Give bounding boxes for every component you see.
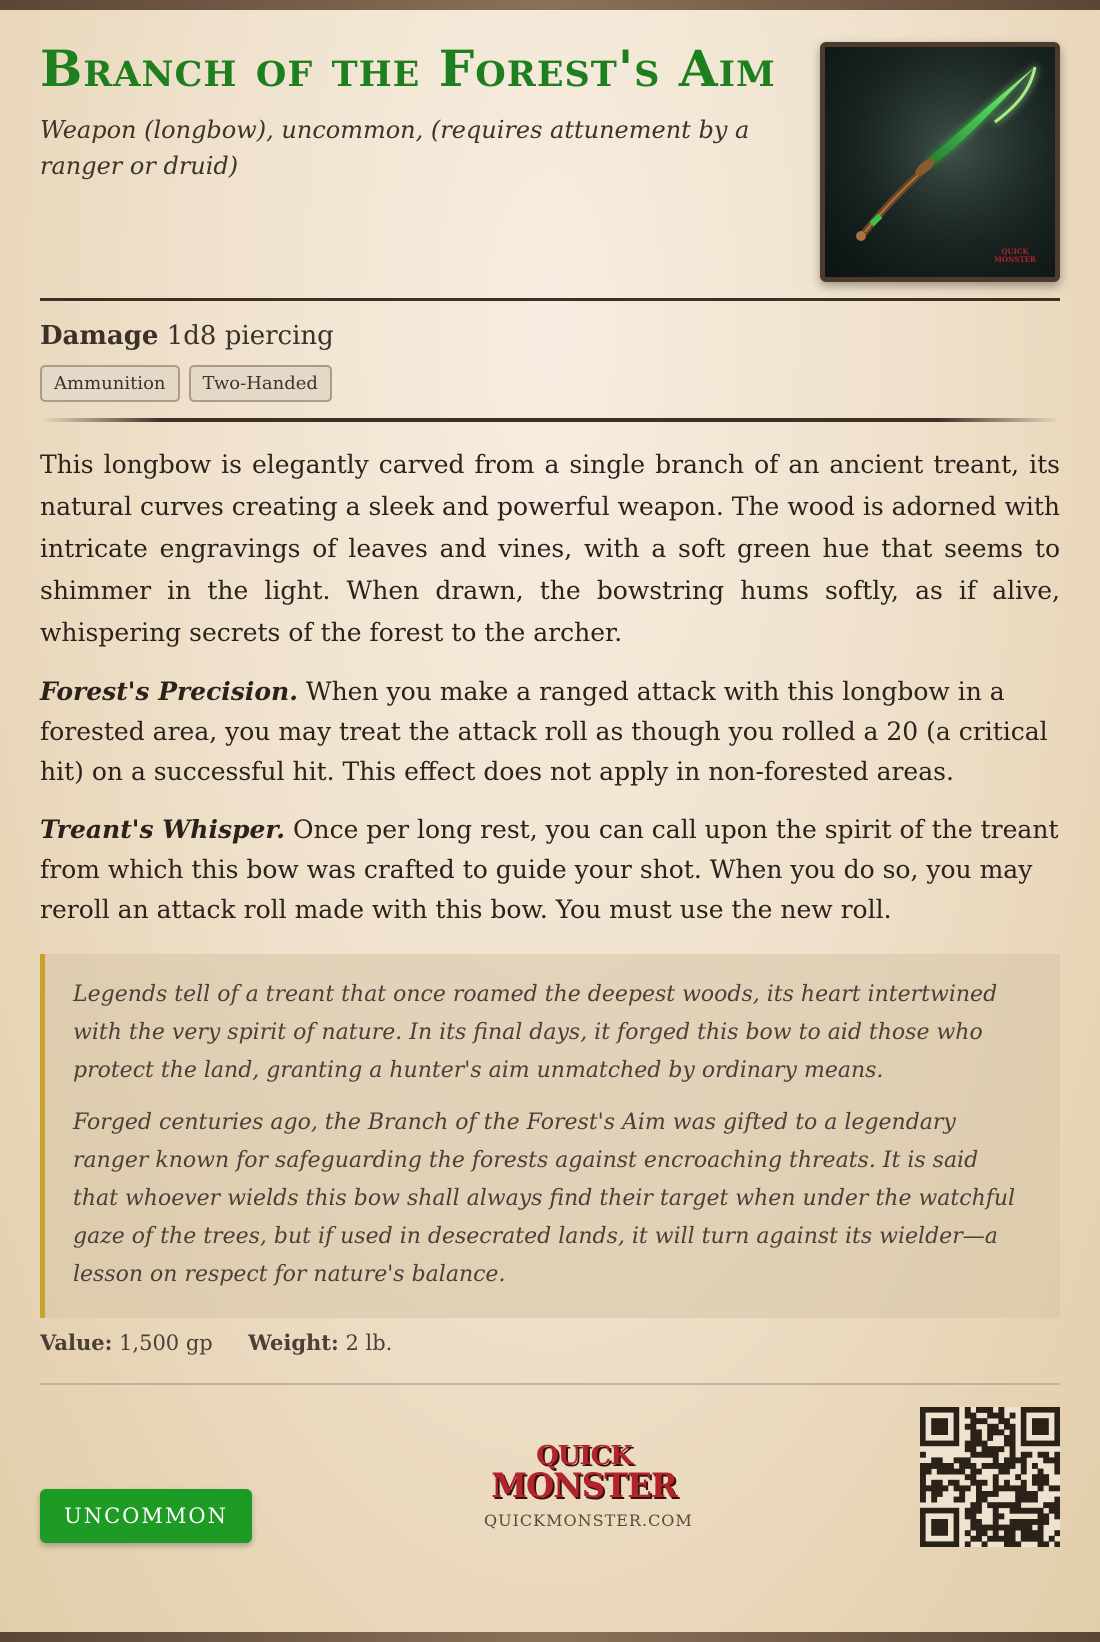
property-tag-two-handed: Two-Handed	[189, 365, 332, 402]
ability-text: Once per long rest, you can call upon the spirit of the treant from which this bow was crafted to guide your shot. When you do so, you may reroll an attack roll made with this bow. You must use the new roll.	[40, 815, 1059, 924]
item-subtitle: Weapon (longbow), uncommon, (requires attunement by a ranger or druid)	[40, 116, 750, 180]
property-tag-ammunition: Ammunition	[40, 365, 180, 402]
card-footer	[40, 1385, 1060, 1565]
ability-text: When you make a ranged attack with this longbow in a forested area, you may treat the attack roll as though you rolled a 20 (a critical hit) on a successful hit. This effect does not apply in non-forested areas.	[40, 677, 1048, 786]
site-link[interactable]: QUICKMONSTER.COM	[484, 1511, 693, 1530]
item-description: This longbow is elegantly carved from a single branch of an ancient treant, its natural curves creating a sleek and powerful weapon. The wood is adorned with intricate engravings of leaves and vines, with a soft green hue that seems to shimmer in the light. When drawn, the bowstring hums softly, as if alive, whispering secrets of the forest to the archer.	[40, 450, 1060, 647]
item-card	[40, 40, 1060, 1565]
lore-paragraph: Legends tell of a treant that once roamed the deepest woods, its heart intertwined with the very spirit of nature. In its final days, it forged this bow to aid those who protect the land, granting a hunter's aim unmatched by ordinary means.	[73, 982, 998, 1083]
art-watermark-line1: QUICK	[1001, 247, 1029, 256]
stats-divider	[40, 418, 1060, 422]
item-meta: Value: 1,500 gp Weight: 2 lb.	[40, 1330, 393, 1355]
top-border	[0, 0, 1100, 10]
card-header	[40, 40, 1060, 292]
art-watermark-line2: MONSTER	[994, 255, 1036, 264]
quickmonster-logo[interactable]	[484, 1441, 693, 1530]
item-name: Branch of the Forest's Aim	[40, 39, 776, 98]
bottom-border	[0, 1632, 1100, 1642]
logo-line2: MONSTER	[491, 1466, 677, 1506]
qr-code-icon[interactable]	[920, 1407, 1060, 1547]
damage-line	[40, 321, 1060, 351]
qr-code-graphic	[920, 1407, 1060, 1547]
damage-label: Damage	[40, 321, 159, 351]
ability-forests-precision	[40, 672, 1060, 792]
item-artwork	[820, 42, 1060, 282]
ability-name: Treant's Whisper.	[40, 815, 286, 844]
header-divider	[40, 298, 1060, 301]
weight-label: Weight	[248, 1330, 331, 1355]
lore-paragraph: Forged centuries ago, the Branch of the Forest's Aim was gifted to a legendary ranger known for safeguarding the forests against encroaching threats. It is said that whoever wields this bow shall always find their target when under the watchful gaze of the trees, but if used in desecrated lands, it will turn against its wielder—a lesson on respect for nature's balance.	[73, 1110, 1016, 1287]
damage-value: 1d8 piercing	[166, 321, 334, 351]
weight-amount: 2 lb.	[345, 1331, 393, 1355]
logo-line1: QUICK	[536, 1441, 632, 1471]
lore-blockquote	[40, 954, 1060, 1318]
ability-name: Forest's Precision.	[40, 677, 298, 706]
property-tags	[40, 365, 1060, 402]
ability-treants-whisper	[40, 810, 1060, 930]
glowing-green-longbow-icon	[825, 47, 1055, 277]
value-amount: 1,500 gp	[119, 1331, 213, 1355]
value-label: Value	[40, 1330, 105, 1355]
rarity-badge: UNCOMMON	[40, 1489, 252, 1543]
